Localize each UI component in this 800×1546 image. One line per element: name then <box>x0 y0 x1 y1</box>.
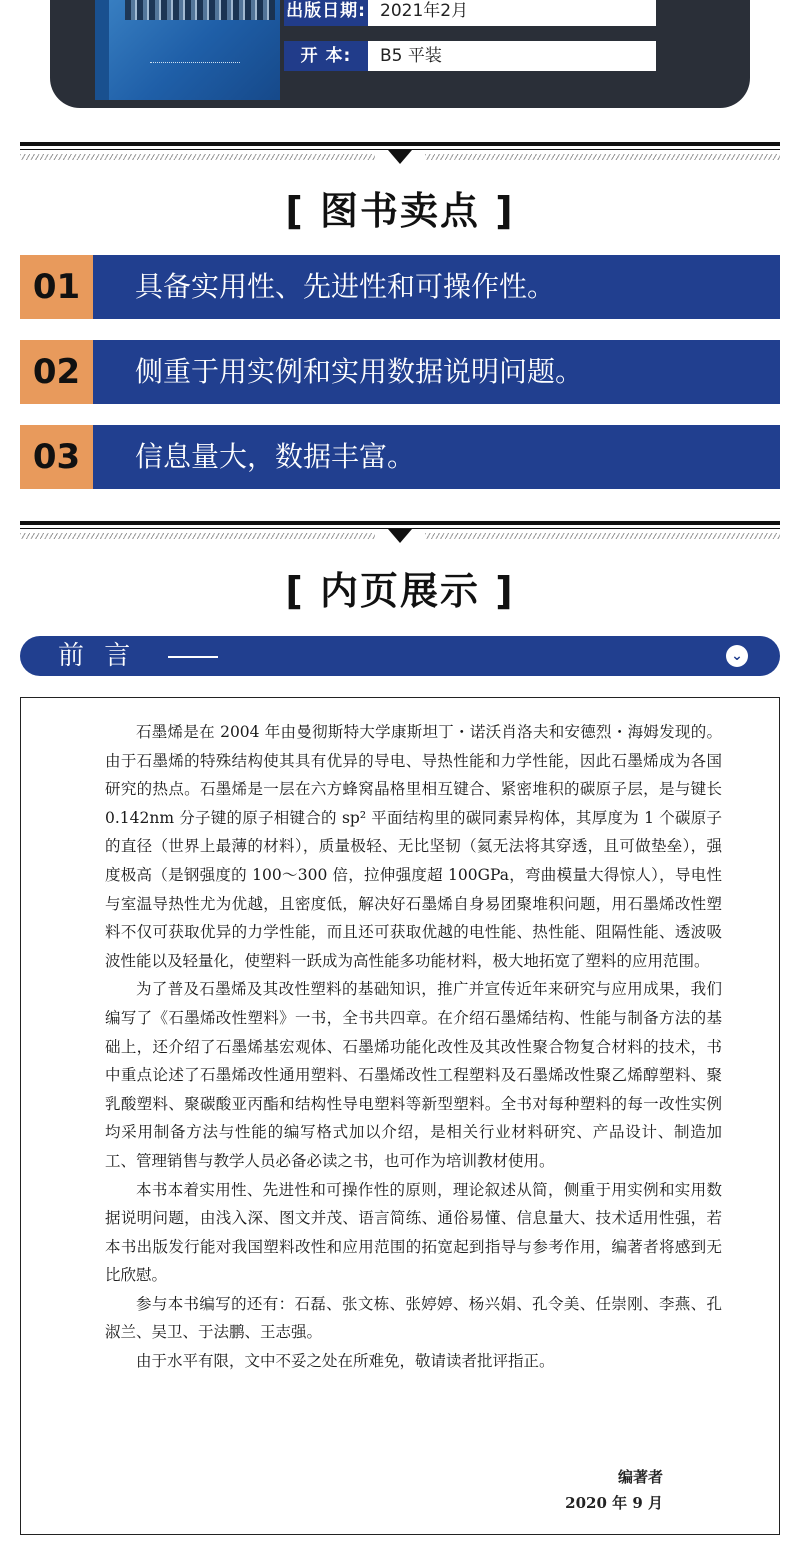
preface-page <box>20 697 780 1535</box>
format-label: 开 本: <box>284 41 368 71</box>
selling-point-number: 03 <box>20 425 93 489</box>
chevron-down-icon[interactable]: ⌄ <box>726 645 748 667</box>
format-value: B5 平装 <box>380 46 442 66</box>
preface-paragraph: 本书本着实用性、先进性和可操作性的原则，理论叙述从简，侧重于用实例和实用数据说明问题，由浅入深、图文并茂、语言简练、通俗易懂、信息量大、技术适用性强，若本书出版发行能对我国塑料改性和应用范围的拓宽起到指导与参考作用，编著者将感到无比欣慰。 <box>105 1180 722 1285</box>
publish-date-value: 2021年2月 <box>380 1 469 21</box>
down-triangle-icon <box>388 529 412 543</box>
title-rule <box>168 656 218 658</box>
page-preview-title: [ 内页展示 ] <box>285 569 515 613</box>
publish-date-row <box>284 0 656 26</box>
publish-date-label: 出版日期: <box>284 0 368 26</box>
selling-point-text: 侧重于用实例和实用数据说明问题。 <box>135 355 584 388</box>
selling-point-item <box>20 255 780 319</box>
preface-paragraph: 为了普及石墨烯及其改性塑料的基础知识，推广并宣传近年来研究与应用成果，我们编写了《石墨烯改性塑料》一书，全书共四章。在介绍石墨烯结构、性能与制备方法的基础上，还介绍了石墨烯基宏观体、石墨烯功能化改性及其改性聚合物复合材料的技术，书中重点论述了石墨烯改性通用塑料、石墨烯改性工程塑料及石墨烯改性聚乙烯醇塑料、聚乳酸塑料、聚碳酸亚丙酯和结构性导电塑料等新型塑料。全书对每种塑料的每一改性实例均采用制备方法与性能的编写格式加以介绍，是相关行业材料研究、产品设计、制造加工、管理销售与教学人员必备必读之书，也可作为培训教材使用。 <box>105 980 722 1170</box>
carbon-nanotube-graphic <box>125 0 275 20</box>
selling-point-item <box>20 425 780 489</box>
selling-points-title: [ 图书卖点 ] <box>285 189 515 233</box>
selling-point-number: 02 <box>20 340 93 404</box>
book-spine <box>95 0 109 100</box>
selling-point-number: 01 <box>20 255 93 319</box>
preface-paragraph: 由于水平有限，文中不妥之处在所难免，敬请读者批评指正。 <box>136 1352 555 1371</box>
publisher-mark <box>150 62 240 69</box>
preface-title: 前 言 <box>58 641 137 671</box>
preface-signature: 编著者 <box>617 1468 663 1486</box>
section-divider <box>20 142 780 172</box>
preface-header-bar[interactable] <box>20 636 780 676</box>
selling-point-item <box>20 340 780 404</box>
preface-paragraph: 石墨烯是在 2004 年由曼彻斯特大学康斯坦丁・诺沃肖洛夫和安德烈・海姆发现的。由于石墨烯的特殊结构使其具有优异的导电、导热性能和力学性能，因此石墨烯成为各国研究的热点。石墨烯是一层在六方蜂窝晶格里相互键合、紧密堆积的碳原子层，是与键长 0.142nm 分子键的原子相键合的 sp² 平面结构里的碳同素异构体，其厚度为 1 个碳原子的直径（世界上最薄的材料），质量极轻、无比坚韧（氦无法将其穿透，且可做垫垒），强度极高（是钢强度的 100～300 倍，拉伸强度超 100GPa，弯曲模量大得惊人），导电性与室温导热性尤为优越，且密度低，解决好石墨烯自身易团聚堆积问题，用石墨烯改性塑料不仅可获取优异的力学性能，而且还可获取优越的电性能、热性能、阻隔性能、透波吸波性能以及轻量化，使塑料一跃成为高性能多功能材料，极大地拓宽了塑料的应用范围。 <box>105 723 722 970</box>
format-row <box>284 41 656 71</box>
selling-point-text: 信息量大，数据丰富。 <box>135 440 416 473</box>
down-triangle-icon <box>388 150 412 164</box>
preface-paragraph: 参与本书编写的还有：石磊、张文栋、张婷婷、杨兴娟、孔令美、任崇刚、李燕、孔淑兰、吴卫、于法鹏、王志强。 <box>105 1294 722 1342</box>
selling-point-text: 具备实用性、先进性和可操作性。 <box>135 270 556 303</box>
preface-body <box>105 718 722 1376</box>
book-cover-image <box>95 0 280 100</box>
section-divider <box>20 521 780 551</box>
preface-date: 2020 年 9 月 <box>565 1494 663 1512</box>
